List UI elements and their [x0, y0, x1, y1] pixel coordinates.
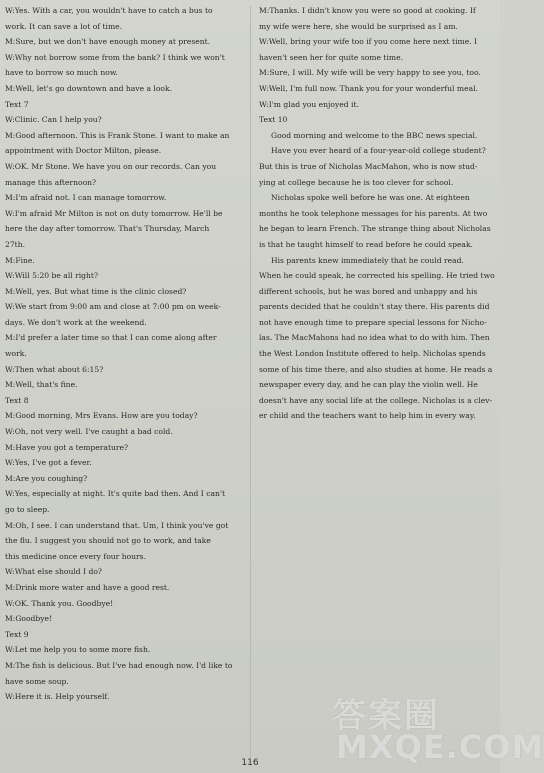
dialogue-line: M:I'm afraid not. I can manage tomorrow. — [5, 193, 167, 203]
watermark-text: MXQE.COM — [336, 728, 544, 766]
paragraph-line: Nicholas spoke well before he was one. At eighteen — [271, 193, 470, 203]
dialogue-line: W:Here it is. Help yourself. — [5, 692, 110, 702]
dialogue-line: Text 10 — [259, 115, 288, 125]
paragraph-line: Have you ever heard of a four-year-old college student? — [271, 146, 486, 156]
dialogue-line: M:Have you got a temperature? — [5, 442, 129, 452]
dialogue-line: W:Then what about 6:15? — [5, 364, 104, 374]
dialogue-line: M:Oh, I see. I can understand that. Um, I think you've got — [5, 520, 229, 530]
dialogue-line: W:Well, bring your wife too if you come here next time. I — [259, 37, 478, 47]
dialogue-line: haven't seen her for quite some time. — [259, 52, 403, 62]
paragraph-line: er child and the teachers want to help him in every way. — [259, 411, 476, 421]
paragraph-line: las. The MacMahons had no idea what to do with him. Then — [259, 333, 490, 343]
dialogue-line: M:Good morning, Mrs Evans. How are you today? — [5, 411, 198, 421]
dialogue-line: M:Good afternoon. This is Frank Stone. I want to make an — [5, 130, 230, 140]
paragraph-line: is that he taught himself to read before he could speak. — [259, 239, 473, 249]
dialogue-line: W:OK. Mr Stone. We have you on our records. Can you — [5, 161, 217, 171]
paragraph-line: When he could speak, he corrected his spelling. He tried two — [259, 271, 495, 281]
paragraph-line: parents decided that he couldn't stay there. His parents did — [259, 302, 490, 312]
dialogue-line: M:Thanks. I didn't know you were so good at cooking. If — [259, 6, 476, 15]
dialogue-line: manage this afternoon? — [5, 177, 97, 187]
dialogue-line: Text 8 — [5, 395, 29, 405]
dialogue-line: W:Will 5:20 be all right? — [5, 271, 99, 281]
dialogue-line: W:Yes, I've got a fever. — [5, 458, 92, 468]
dialogue-line: have some soup. — [5, 676, 69, 686]
dialogue-line: have to borrow so much now. — [5, 68, 118, 78]
dialogue-line: Text 7 — [5, 99, 29, 109]
dialogue-line: W:I'm afraid Mr Milton is not on duty tomorrow. He'll be — [5, 208, 223, 218]
dialogue-line: here the day after tomorrow. That's Thursday, March — [5, 224, 210, 234]
dialogue-line: M:Sure, I will. My wife will be very happy to see you, too. — [259, 68, 481, 78]
dialogue-line: go to sleep. — [5, 505, 50, 514]
right-column — [259, 3, 494, 424]
paragraph-line: But this is true of Nicholas MacMahon, who is now stud- — [259, 161, 478, 171]
dialogue-line: 27th. — [5, 239, 26, 249]
news-paragraph — [259, 253, 494, 425]
paragraph-line: the West London Institute offered to help. Nicholas spends — [259, 349, 486, 359]
news-paragraph — [259, 143, 494, 190]
dialogue-line: M:The fish is delicious. But I've had enough now. I'd like to — [5, 660, 233, 670]
paragraph-line: months he took telephone messages for his parents. At two — [259, 208, 488, 218]
left-column — [5, 3, 245, 705]
dialogue-line: M:Well, yes. But what time is the clinic closed? — [5, 286, 187, 296]
dialogue-line: appointment with Doctor Milton, please. — [5, 146, 162, 156]
dialogue-line: M:I'd prefer a later time so that I can come along after — [5, 333, 217, 343]
column-divider — [250, 6, 251, 758]
dialogue-line: M:Well, let's go downtown and have a look. — [5, 83, 173, 93]
dialogue-line: W:Well, I'm full now. Thank you for your wonderful meal. — [259, 83, 478, 93]
dialogue-line: M:Are you coughing? — [5, 473, 88, 483]
news-paragraph — [259, 190, 494, 252]
dialogue-line: W:Clinic. Can I help you? — [5, 115, 102, 125]
watermark-logo — [332, 688, 544, 768]
paragraph-line: some of his time there, and also studies at home. He reads a — [259, 364, 493, 374]
paragraph-line: ying at college because he is too clever for school. — [259, 177, 454, 187]
paragraph-line: newspaper every day, and he can play the violin well. He — [259, 380, 478, 390]
dialogue-line: this medicine once every four hours. — [5, 551, 146, 561]
dialogue-line: the flu. I suggest you should not go to work, and take — [5, 536, 211, 546]
paragraph-line: different schools, but he was bored and unhappy and his — [259, 286, 478, 296]
news-paragraph — [259, 128, 494, 144]
dialogue-line: W:Why not borrow some from the bank? I think we won't — [5, 52, 225, 62]
page-number: 116 — [241, 758, 259, 768]
dialogue-line: M:Well, that's fine. — [5, 380, 78, 390]
paragraph-line: His parents knew immediately that he could read. — [271, 255, 464, 265]
dialogue-line: my wife were here, she would be surprised as I am. — [259, 21, 458, 31]
dialogue-line: M:Goodbye! — [5, 614, 53, 624]
dialogue-line: M:Drink more water and have a good rest. — [5, 582, 170, 592]
dialogue-line: M:Sure, but we don't have enough money at present. — [5, 37, 211, 47]
dialogue-line: M:Fine. — [5, 255, 35, 265]
dialogue-line: days. We don't work at the weekend. — [5, 317, 147, 327]
paragraph-line: he began to learn French. The strange thing about Nicholas — [259, 224, 491, 234]
watermark-glyphs: 答案圈 — [332, 696, 440, 736]
paragraph-line: doesn't have any social life at the college. Nicholas is a clev- — [259, 395, 493, 405]
paragraph-line: not have enough time to prepare special lessons for Nicho- — [259, 317, 487, 327]
dialogue-line: Text 9 — [5, 629, 29, 639]
dialogue-line: work. It can save a lot of time. — [5, 21, 123, 31]
dialogue-line: W:Yes. With a car, you wouldn't have to catch a bus to — [5, 6, 213, 15]
dialogue-line: W:I'm glad you enjoyed it. — [259, 99, 359, 109]
dialogue-line: W:Let me help you to some more fish. — [5, 645, 151, 655]
dialogue-line: W:We start from 9:00 am and close at 7:00 pm on week- — [5, 302, 221, 312]
dialogue-line: W:What else should I do? — [5, 567, 102, 577]
dialogue-line: work. — [5, 349, 27, 359]
paragraph-line: Good morning and welcome to the BBC news special. — [271, 130, 478, 140]
dialogue-line: W:Oh, not very well. I've caught a bad cold. — [5, 427, 173, 437]
dialogue-line: W:OK. Thank you. Goodbye! — [5, 598, 114, 608]
dialogue-line: W:Yes, especially at night. It's quite bad then. And I can't — [5, 489, 226, 499]
